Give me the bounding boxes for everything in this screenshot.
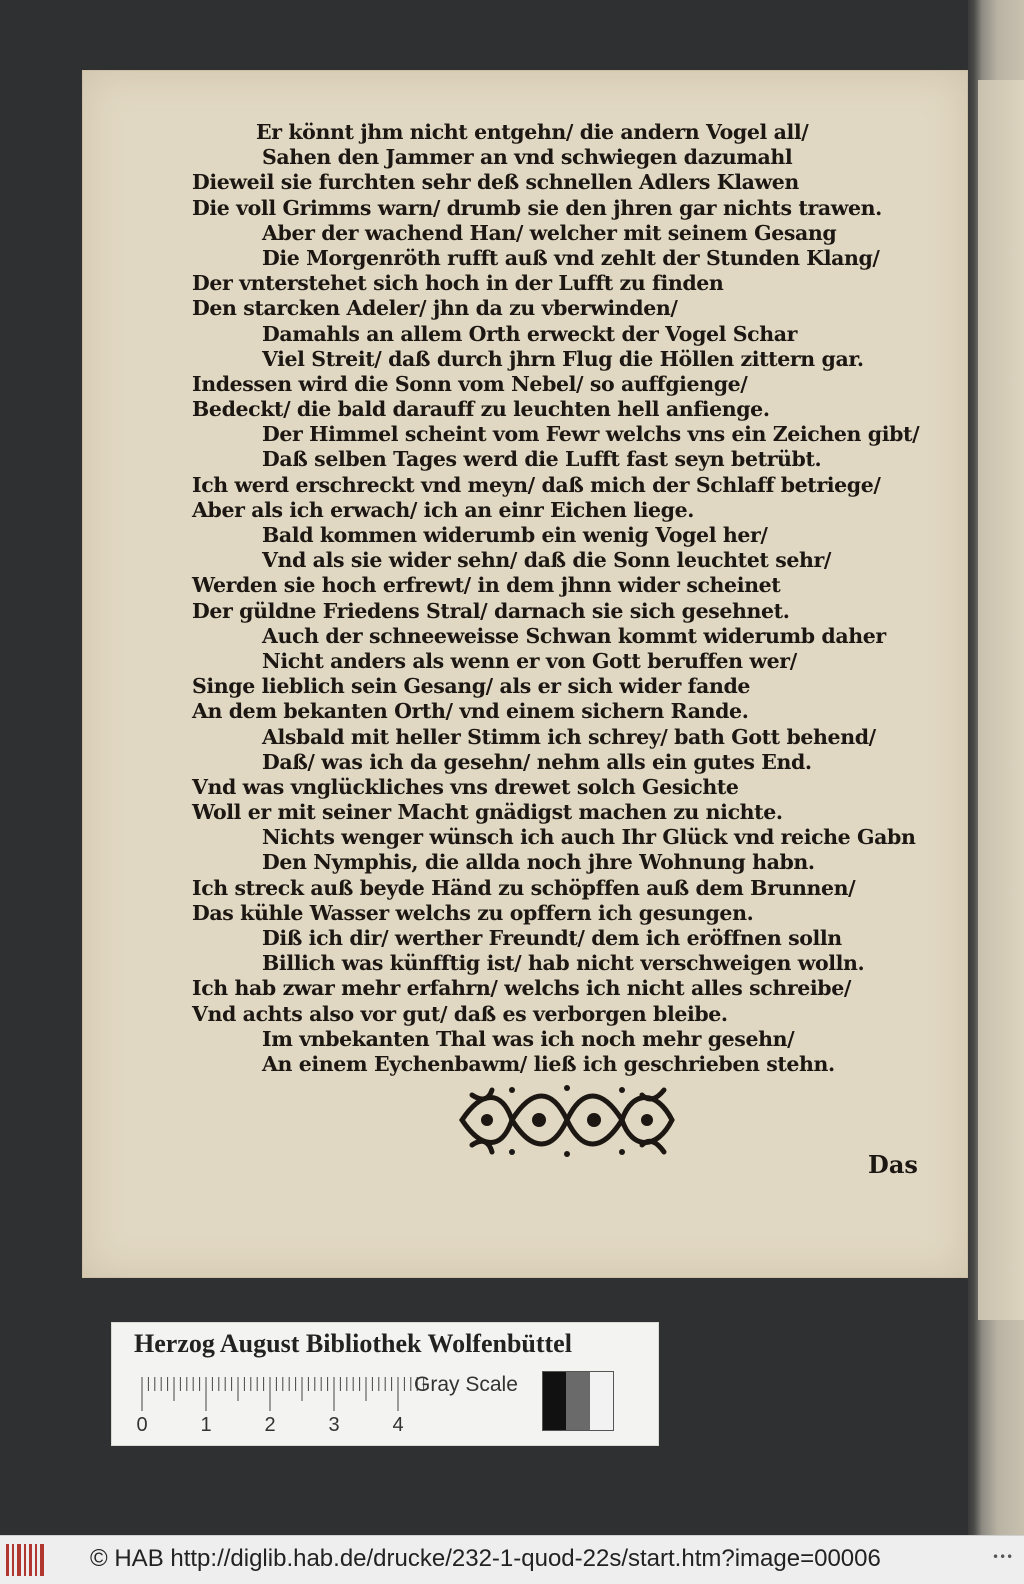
footer-bar (0, 1535, 1024, 1584)
poem-line: Singe lieblich sein Gesang/ als er sich wider fande (192, 674, 751, 699)
more-icon[interactable]: ••• (992, 1550, 1014, 1564)
poem-line: Die voll Grimms warn/ drumb sie den jhren gar nichts trawen. (192, 195, 882, 220)
floral-ornament-icon (452, 1080, 682, 1162)
gray-scale-label: Gray Scale (414, 1373, 518, 1396)
poem-line: Ich werd erschreckt vnd meyn/ daß mich der Schlaff betriege/ (192, 472, 881, 497)
poem-line: Daß selben Tages werd die Lufft fast seyn betrübt. (262, 447, 822, 472)
poem-line: Diß ich dir/ werther Freundt/ dem ich eröffnen solln (262, 926, 842, 950)
poem-line: Auch der schneeweisse Schwan kommt widerumb daher (262, 623, 886, 648)
poem-line: Er könnt jhm nicht entgehn/ die andern Vogel all/ (256, 120, 809, 144)
scale-card (111, 1322, 659, 1446)
poem-line: Ich hab zwar mehr erfahrn/ welchs ich nicht alles schreibe/ (192, 976, 851, 1001)
poem-line: An einem Eychenbawm/ ließ ich geschrieben stehn. (262, 1051, 835, 1076)
catchword: Das (868, 1150, 918, 1179)
poem-line: Aber der wachend Han/ welcher mit seinem Gesang (262, 220, 837, 245)
poem-line: Die Morgenröth rufft auß vnd zehlt der Stunden Klang/ (262, 245, 880, 270)
poem-line: Alsbald mit heller Stimm ich schrey/ bath Gott behend/ (262, 724, 876, 749)
poem-line: Nichts wenger wünsch ich auch Ihr Glück vnd reiche Gabn (262, 825, 916, 850)
poem-line: Dieweil sie furchten sehr deß schnellen Adlers Klawen (192, 170, 799, 195)
poem-line: Billich was künfftig ist/ hab nicht verschweigen wolln. (262, 951, 865, 976)
poem-line: Woll er mit seiner Macht gnädigst machen zu nichte. (192, 800, 783, 825)
gray-patch (590, 1372, 613, 1430)
ruler-label: 1 (200, 1414, 212, 1436)
gray-patch (543, 1372, 566, 1430)
poem-line: Bedeckt/ die bald darauff zu leuchten hell anfienge. (192, 397, 770, 422)
ruler-label: 2 (264, 1414, 276, 1436)
poem-line: An dem bekanten Orth/ vnd einem sichern Rande. (192, 699, 749, 724)
ruler-label: 3 (328, 1414, 340, 1436)
poem-text (192, 120, 952, 1077)
poem-line: Nicht anders als wenn er von Gott beruffen wer/ (262, 648, 797, 673)
poem-line: Den starcken Adeler/ jhn da zu vberwinden/ (192, 296, 678, 321)
poem-line: Aber als ich erwach/ ich an einr Eichen liege. (192, 497, 694, 522)
poem-line: Daß/ was ich da gesehn/ nehm alls ein gutes End. (262, 749, 812, 774)
book-page (82, 70, 968, 1278)
ruler-label: 4 (392, 1414, 404, 1436)
poem-line: Das kühle Wasser welchs zu opffern ich gesungen. (192, 900, 754, 925)
poem-line: Der vnterstehet sich hoch in der Lufft zu finden (192, 271, 724, 296)
poem-line: Sahen den Jammer an vnd schwiegen dazumahl (262, 145, 793, 170)
poem-line: Damahls an allem Orth erweckt der Vogel Schar (262, 321, 798, 346)
poem-line: Indessen wird die Sonn vom Nebel/ so auffgienge/ (192, 371, 748, 396)
source-url[interactable]: © HAB http://diglib.hab.de/drucke/232-1-quod-22s/start.htm?image=00006 (90, 1545, 881, 1572)
poem-line: Der güldne Friedens Stral/ darnach sie sich gesehnet. (192, 598, 790, 623)
poem-line: Den Nymphis, die allda noch jhre Wohnung habn. (262, 850, 815, 875)
ruler-label: 0 (136, 1414, 148, 1436)
poem-line: Der Himmel scheint vom Fewr welchs vns ein Zeichen gibt/ (262, 422, 920, 447)
poem-line: Vnd als sie wider sehn/ daß die Sonn leuchtet sehr/ (262, 548, 831, 573)
adjacent-page (978, 80, 1024, 1320)
poem-line: Werden sie hoch erfrewt/ in dem jhnn wider scheinet (192, 573, 781, 598)
poem-line: Vnd achts also vor gut/ daß es verborgen bleibe. (192, 1001, 728, 1026)
poem-line: Vnd was vnglückliches vns drewet solch Gesichte (192, 774, 739, 799)
gray-scale-patches (542, 1371, 614, 1431)
poem-line: Viel Streit/ daß durch jhrn Flug die Höllen zittern gar. (262, 346, 864, 371)
poem-line: Bald kommen widerumb ein wenig Vogel her/ (262, 523, 768, 547)
poem-line: Im vnbekanten Thal was ich noch mehr gesehn/ (262, 1026, 795, 1051)
barcode-icon (6, 1544, 46, 1576)
library-title: Herzog August Bibliothek Wolfenbüttel (134, 1329, 572, 1358)
poem-line: Ich streck auß beyde Händ zu schöpffen auß dem Brunnen/ (192, 875, 856, 900)
gray-patch (566, 1372, 589, 1430)
